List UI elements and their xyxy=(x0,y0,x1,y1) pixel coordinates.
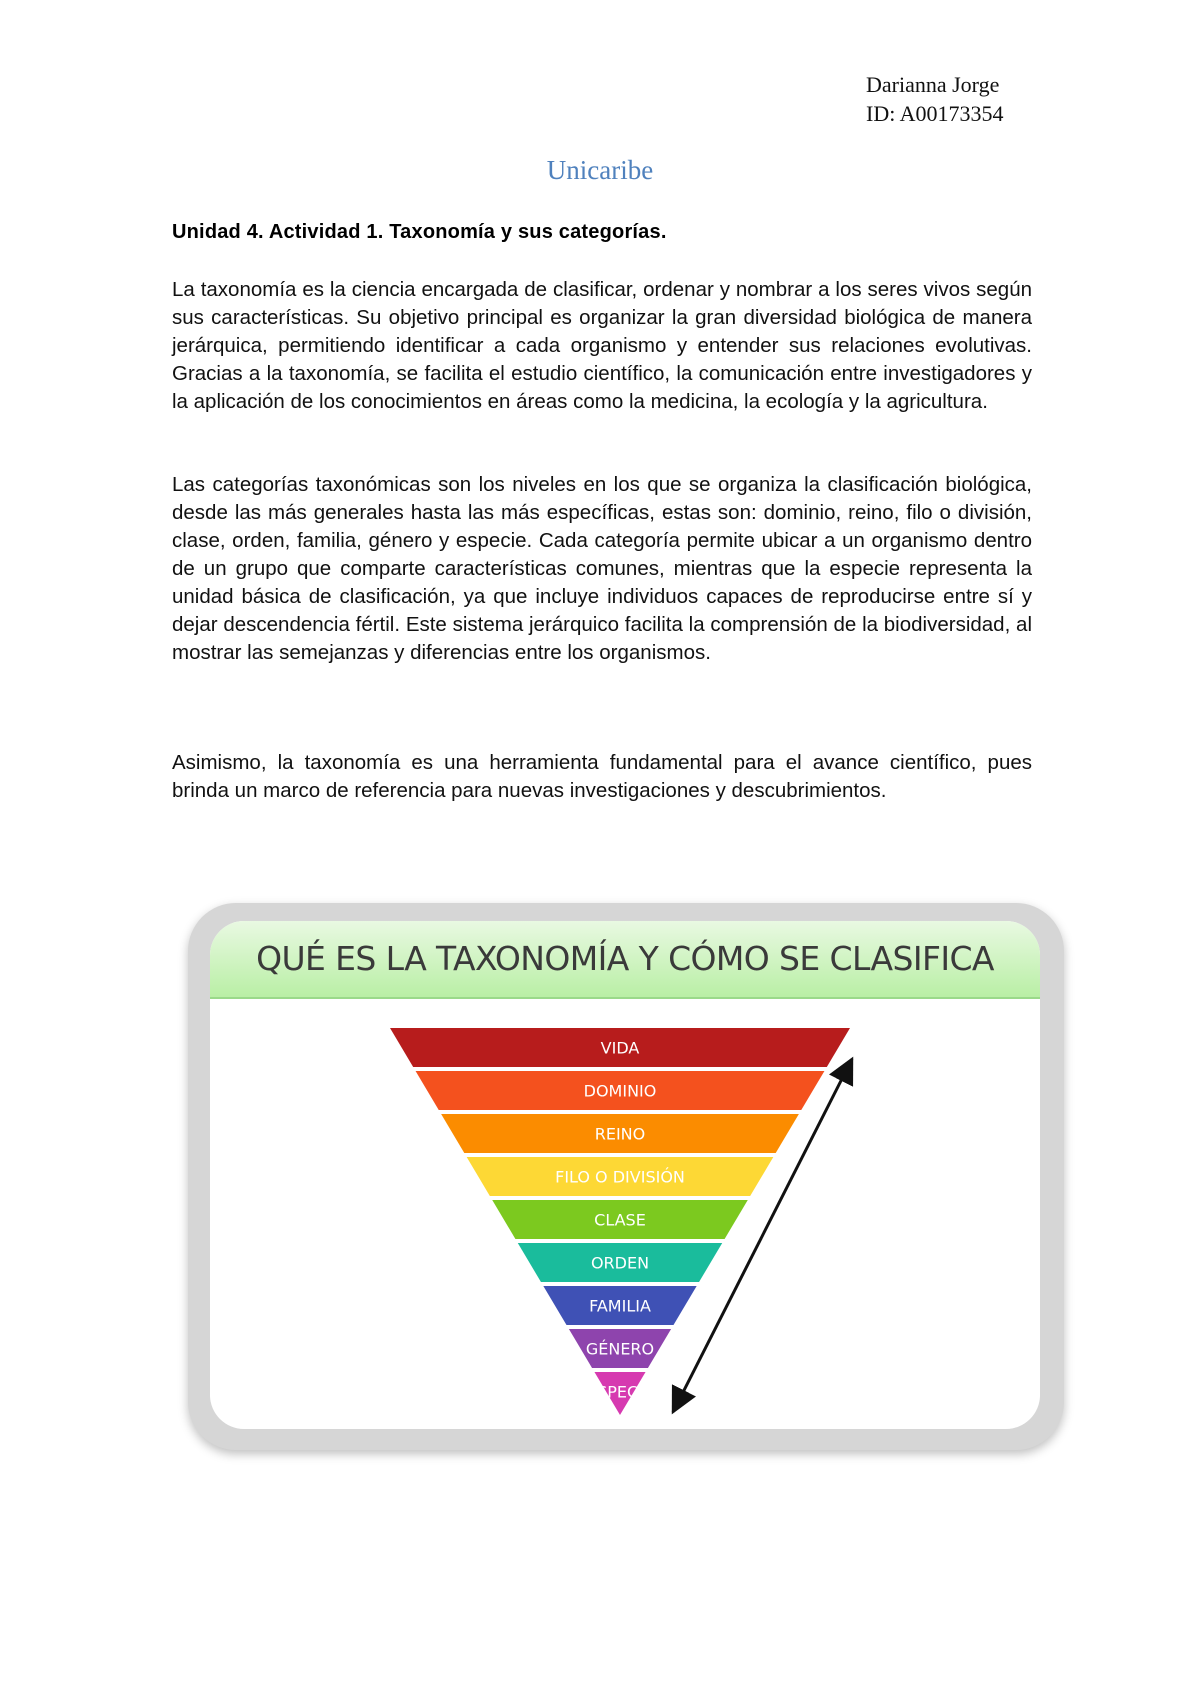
pyramid-level-label: ESPECIE xyxy=(586,1382,654,1402)
pyramid-level-label: CLASE xyxy=(594,1210,646,1230)
taxonomy-figure xyxy=(188,903,1064,1450)
pyramid-level-label: FAMILIA xyxy=(589,1296,651,1316)
author-block xyxy=(866,70,1004,128)
pyramid-level-label: VIDA xyxy=(600,1038,640,1058)
pyramid-level-label: ORDEN xyxy=(590,1253,650,1273)
taxonomy-pyramid xyxy=(210,921,1040,1429)
figure-title: QUÉ ES LA TAXONOMÍA Y CÓMO SE CLASIFICA xyxy=(256,939,994,978)
author-name: Darianna Jorge xyxy=(866,72,1000,97)
pyramid-level-label: FILO O DIVISIÓN xyxy=(555,1167,685,1187)
paragraph-1: La taxonomía es la ciencia encargada de clasificar, ordenar y nombrar a los seres vivos según sus características. Su objetivo principal es organizar la gran diversidad biológica de manera jerárquica, permitiendo identificar a cada organismo y entender sus relaciones evolutivas. Gracias a la taxonomía, se facilita el estudio científico, la comunicación entre investigadores y la aplicación de los conocimientos en áreas como la medicina, la ecología y la agricultura. xyxy=(172,278,1032,413)
pyramid-level-label: REINO xyxy=(594,1124,646,1144)
pyramid-level-label: DOMINIO xyxy=(583,1081,657,1101)
paragraph-3: Asimismo, la taxonomía es una herramienta fundamental para el avance científico, pues brinda un marco de referencia para nuevas investigaciones y descubrimientos. xyxy=(172,751,1032,802)
pyramid-level-label: GÉNERO xyxy=(585,1339,655,1359)
document-heading: Unidad 4. Actividad 1. Taxonomía y sus categorías. xyxy=(172,221,667,243)
author-id: ID: A00173354 xyxy=(866,101,1004,126)
figure-panel xyxy=(210,921,1040,1429)
institution-title: Unicaribe xyxy=(546,155,654,185)
paragraph-2: Las categorías taxonómicas son los niveles en los que se organiza la clasificación biológica, desde las más generales hasta las más específicas, estas son: dominio, reino, filo o división, clase, orden, familia, género y especie. Cada categoría permite ubicar a un organismo dentro de un grupo que comparte características comunes, mientras que la especie representa la unidad básica de clasificación, ya que incluye individuos capaces de reproducirse entre sí y dejar descendencia fértil. Este sistema jerárquico facilita la comprensión de la biodiversidad, al mostrar las semejanzas y diferencias entre los organismos. xyxy=(172,473,1032,664)
